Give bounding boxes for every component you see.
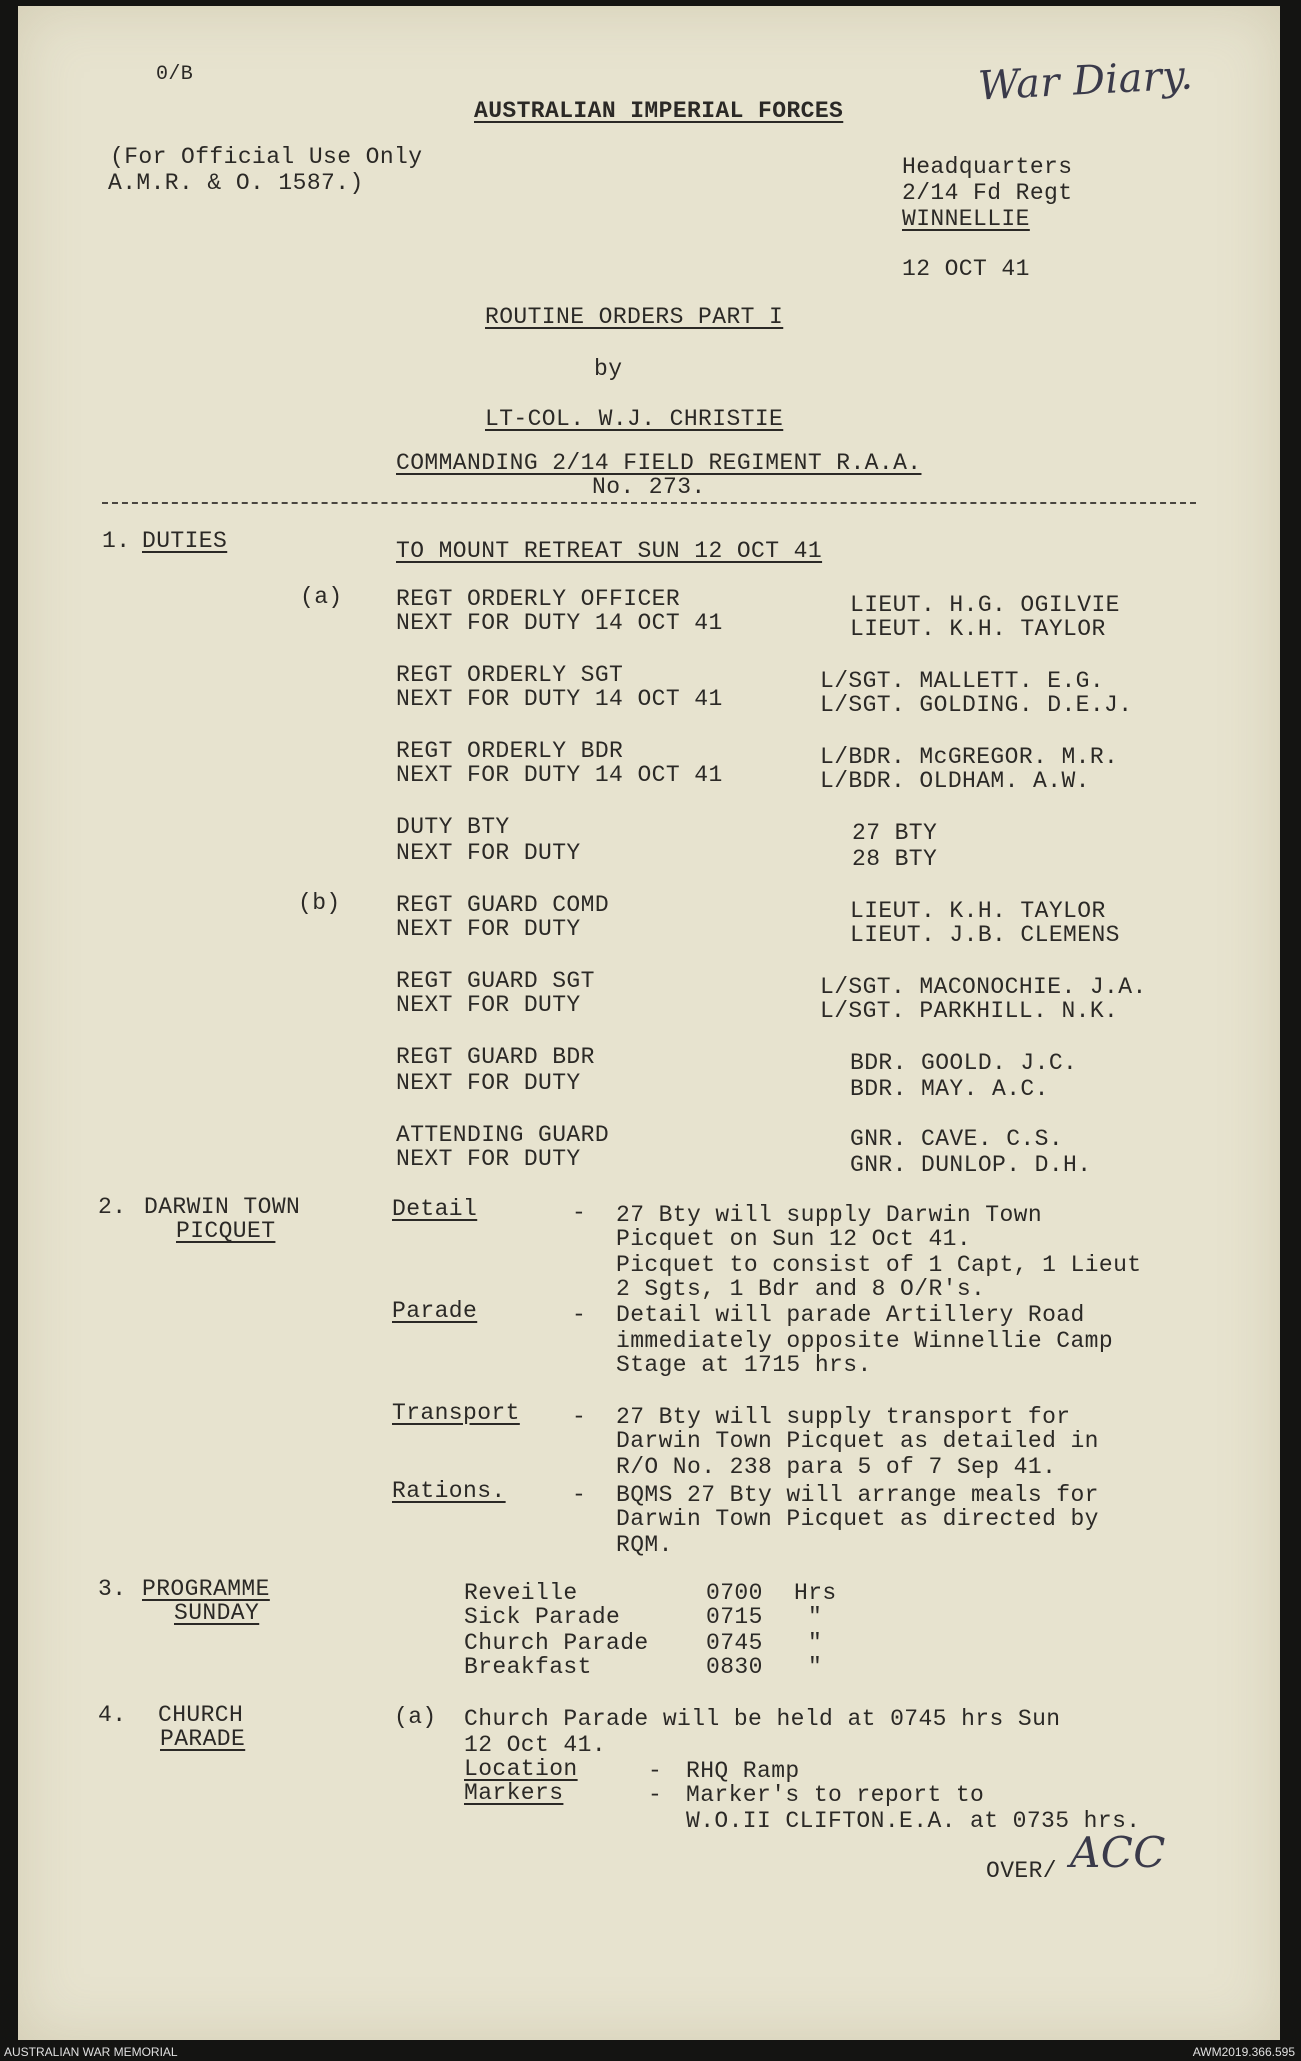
document-page: [18, 6, 1280, 2040]
duty-role: REGT GUARD BDR: [396, 1044, 595, 1070]
hq-location: WINNELLIE: [902, 206, 1030, 232]
officer-name: LT-COL. W.J. CHRISTIE: [485, 406, 784, 432]
picquet-dash: -: [572, 1302, 587, 1328]
church-dash: -: [648, 1782, 663, 1808]
duty-next-name: BDR. MAY. A.C.: [850, 1076, 1049, 1102]
archive-credit: AUSTRALIAN WAR MEMORIAL: [4, 2045, 178, 2059]
duty-name: 27 BTY: [852, 820, 938, 846]
archive-id: AWM2019.366.595: [1192, 2045, 1295, 2059]
duties-label-a: (a): [300, 584, 343, 610]
duty-role: ATTENDING GUARD: [396, 1122, 610, 1148]
duty-name: L/SGT. MALLETT. E.G.: [820, 668, 1105, 694]
duty-role: REGT GUARD COMD: [396, 892, 610, 918]
duty-role: REGT GUARD SGT: [396, 968, 595, 994]
picquet-line: Stage at 1715 hrs.: [616, 1352, 872, 1378]
picquet-label-parade: Parade: [392, 1298, 478, 1324]
programme-unit: Hrs: [794, 1580, 837, 1606]
section-4-number: 4.: [98, 1702, 127, 1728]
church-markers-label: Markers: [464, 1780, 564, 1806]
picquet-dash: -: [572, 1404, 587, 1430]
section-3-heading-1: PROGRAMME: [142, 1576, 270, 1602]
duty-next: NEXT FOR DUTY: [396, 840, 581, 866]
official-use-line-2: A.M.R. & O. 1587.): [108, 170, 364, 196]
picquet-line: R/O No. 238 para 5 of 7 Sep 41.: [616, 1454, 1057, 1480]
picquet-label-transport: Transport: [392, 1400, 520, 1426]
church-dash: -: [648, 1758, 663, 1784]
duty-role: REGT ORDERLY OFFICER: [396, 586, 681, 612]
duty-next-name: 28 BTY: [852, 846, 938, 872]
programme-event: Church Parade: [464, 1630, 649, 1656]
section-4-heading-1: CHURCH: [158, 1702, 244, 1728]
orders-title: ROUTINE ORDERS PART I: [485, 304, 784, 330]
hq-line-1: Headquarters: [902, 154, 1073, 180]
section-2-heading-2: PICQUET: [176, 1218, 276, 1244]
duty-name: L/SGT. MACONOCHIE. J.A.: [820, 974, 1147, 1000]
by-line: by: [594, 356, 623, 382]
picquet-line: 27 Bty will supply Darwin Town: [616, 1202, 1043, 1228]
duty-role: REGT ORDERLY BDR: [396, 738, 624, 764]
programme-time: 0745: [706, 1630, 763, 1656]
document-date: 12 OCT 41: [902, 256, 1030, 282]
programme-unit: ": [808, 1654, 823, 1680]
duty-next: NEXT FOR DUTY: [396, 1146, 581, 1172]
official-use-line-1: (For Official Use Only: [110, 144, 423, 170]
church-markers-line-1: Marker's to report to: [686, 1782, 985, 1808]
duty-next: NEXT FOR DUTY 14 OCT 41: [396, 686, 723, 712]
hq-line-2: 2/14 Fd Regt: [902, 180, 1073, 206]
duty-next: NEXT FOR DUTY: [396, 1070, 581, 1096]
programme-time: 0715: [706, 1604, 763, 1630]
duty-name: BDR. GOOLD. J.C.: [850, 1050, 1078, 1076]
church-location: RHQ Ramp: [686, 1758, 800, 1784]
duties-label-b: (b): [298, 890, 341, 916]
picquet-line: Darwin Town Picquet as directed by: [616, 1506, 1099, 1532]
picquet-line: RQM.: [616, 1532, 673, 1558]
header-divider: [102, 502, 1196, 504]
picquet-line: Darwin Town Picquet as detailed in: [616, 1428, 1099, 1454]
programme-event: Breakfast: [464, 1654, 592, 1680]
duty-next-name: LIEUT. K.H. TAYLOR: [850, 616, 1106, 642]
duty-next-name: L/SGT. PARKHILL. N.K.: [820, 998, 1119, 1024]
over-marker: OVER/: [986, 1858, 1058, 1884]
programme-event: Reveille: [464, 1580, 578, 1606]
church-line-1: Church Parade will be held at 0745 hrs Sun: [464, 1706, 1061, 1732]
file-reference: 0/B: [156, 63, 194, 86]
duty-name: GNR. CAVE. C.S.: [850, 1126, 1064, 1152]
section-1-number: 1.: [102, 528, 131, 554]
programme-time: 0700: [706, 1580, 763, 1606]
handwritten-note: War Diary.: [976, 52, 1195, 110]
church-label-a: (a): [394, 1704, 437, 1730]
church-location-label: Location: [464, 1756, 578, 1782]
duty-name: LIEUT. K.H. TAYLOR: [850, 898, 1106, 924]
duty-next: NEXT FOR DUTY: [396, 992, 581, 1018]
programme-time: 0830: [706, 1654, 763, 1680]
duty-next: NEXT FOR DUTY 14 OCT 41: [396, 610, 723, 636]
duty-role: DUTY BTY: [396, 814, 510, 840]
duties-subheading: TO MOUNT RETREAT SUN 12 OCT 41: [396, 538, 823, 564]
duty-role: REGT ORDERLY SGT: [396, 662, 624, 688]
picquet-line: immediately opposite Winnellie Camp: [616, 1328, 1114, 1354]
church-line-2: 12 Oct 41.: [464, 1732, 607, 1758]
picquet-label-rations: Rations.: [392, 1478, 506, 1504]
programme-unit: ": [808, 1630, 823, 1656]
programme-unit: ": [808, 1604, 823, 1630]
church-markers-line-2: W.O.II CLIFTON.E.A. at 0735 hrs.: [686, 1808, 1141, 1834]
picquet-line: BQMS 27 Bty will arrange meals for: [616, 1482, 1099, 1508]
picquet-line: Picquet to consist of 1 Capt, 1 Lieut: [616, 1252, 1142, 1278]
picquet-line: Picquet on Sun 12 Oct 41.: [616, 1226, 972, 1252]
picquet-dash: -: [572, 1200, 587, 1226]
document-title: AUSTRALIAN IMPERIAL FORCES: [474, 98, 844, 124]
duty-next-name: L/BDR. OLDHAM. A.W.: [820, 768, 1090, 794]
commanding-line: COMMANDING 2/14 FIELD REGIMENT R.A.A.: [396, 450, 922, 476]
section-4-heading-2: PARADE: [160, 1726, 246, 1752]
duty-next-name: GNR. DUNLOP. D.H.: [850, 1152, 1092, 1178]
duty-name: LIEUT. H.G. OGILVIE: [850, 592, 1120, 618]
picquet-dash: -: [572, 1482, 587, 1508]
duty-name: L/BDR. McGREGOR. M.R.: [820, 744, 1119, 770]
duty-next-name: L/SGT. GOLDING. D.E.J.: [820, 692, 1133, 718]
section-3-heading-2: SUNDAY: [174, 1600, 260, 1626]
section-2-heading-1: DARWIN TOWN: [144, 1194, 301, 1220]
picquet-line: Detail will parade Artillery Road: [616, 1302, 1085, 1328]
duty-next: NEXT FOR DUTY: [396, 916, 581, 942]
duty-next-name: LIEUT. J.B. CLEMENS: [850, 922, 1120, 948]
section-2-number: 2.: [98, 1194, 127, 1220]
picquet-line: 2 Sgts, 1 Bdr and 8 O/R's.: [616, 1276, 986, 1302]
picquet-line: 27 Bty will supply transport for: [616, 1404, 1071, 1430]
duty-next: NEXT FOR DUTY 14 OCT 41: [396, 762, 723, 788]
programme-event: Sick Parade: [464, 1604, 621, 1630]
handwritten-initials: ACC: [1070, 1828, 1166, 1877]
section-1-heading: DUTIES: [142, 528, 228, 554]
section-3-number: 3.: [98, 1576, 127, 1602]
picquet-label-detail: Detail: [392, 1196, 478, 1222]
order-number: No. 273.: [592, 474, 706, 500]
